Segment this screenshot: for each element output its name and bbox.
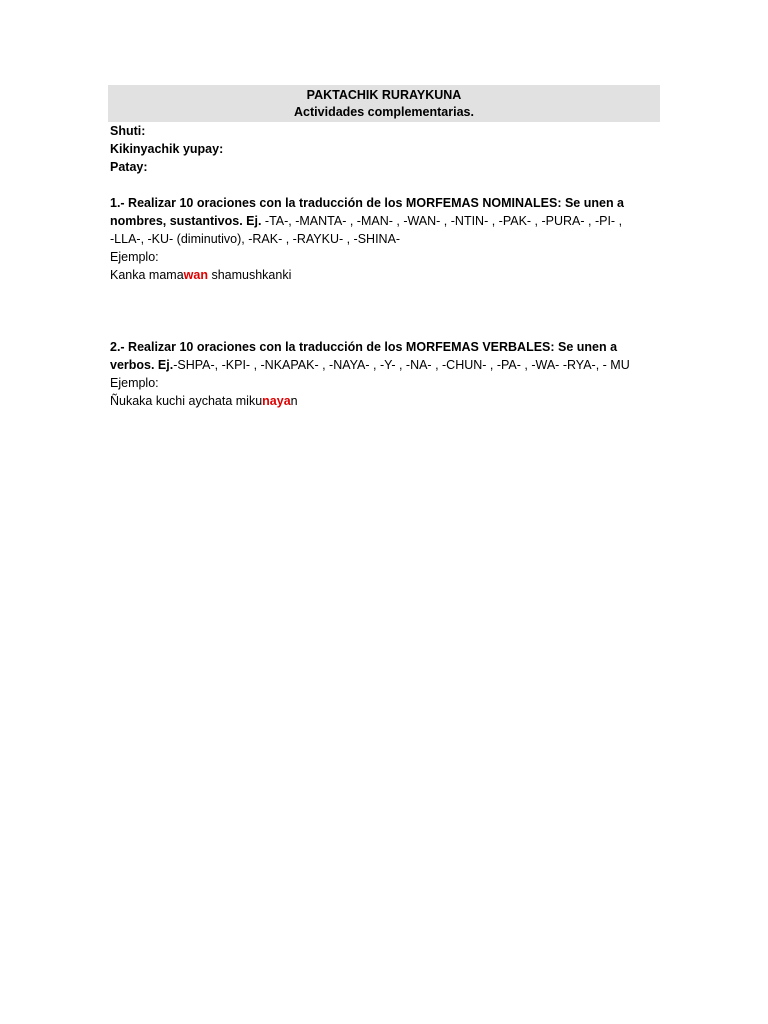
document-title: PAKTACHIK RURAYKUNA <box>306 88 462 102</box>
activity-2-morphemes: -SHPA-, -KPI- , -NKAPAK- , -NAYA- , -Y- , -NA- , -CHUN- , -PA- , -WA- -RYA-, - MU <box>173 358 630 372</box>
activity-2 <box>110 338 660 410</box>
activity-1-morphemes-cont: -LLA-, -KU- (diminutivo), -RAK- , -RAYKU- , -SHINA- <box>110 232 401 246</box>
example-morpheme-highlight: wan <box>183 268 208 282</box>
activity-2-instruction: 2.- Realizar 10 oraciones con la traducción de los MORFEMAS VERBALES: Se unen a <box>110 340 618 354</box>
example-text: n <box>290 394 298 408</box>
spacer <box>110 284 660 338</box>
spacer <box>110 176 660 194</box>
example-morpheme-highlight: naya <box>262 394 291 408</box>
example-text: Kanka mama <box>110 268 184 282</box>
activity-1-morphemes-line <box>110 212 660 230</box>
activity-1-example-label: Ejemplo: <box>110 250 159 264</box>
activity-2-instruction-cont: verbos. Ej. <box>110 358 174 372</box>
name-field-label: Shuti: <box>110 124 146 138</box>
activity-2-example <box>110 392 660 410</box>
example-text: Ñukaka kuchi aychata miku <box>110 394 263 408</box>
example-text: shamushkanki <box>207 268 292 282</box>
activity-2-morphemes-line <box>110 356 660 374</box>
activity-1-instruction-cont: nombres, sustantivos. Ej. <box>110 214 262 228</box>
course-field-label: Patay: <box>110 160 148 174</box>
activity-1-example <box>110 266 660 284</box>
id-field-label: Kikinyachik yupay: <box>110 142 224 156</box>
activity-1-instruction: 1.- Realizar 10 oraciones con la traducción de los MORFEMAS NOMINALES: Se unen a <box>110 196 625 210</box>
document-body <box>110 122 660 410</box>
activity-2-example-label: Ejemplo: <box>110 376 159 390</box>
document-header <box>108 85 660 122</box>
activity-1 <box>110 194 660 284</box>
activity-1-morphemes: -TA-, -MANTA- , -MAN- , -WAN- , -NTIN- , -PAK- , -PURA- , -PI- , <box>261 214 623 228</box>
document-subtitle: Actividades complementarias. <box>294 105 474 119</box>
